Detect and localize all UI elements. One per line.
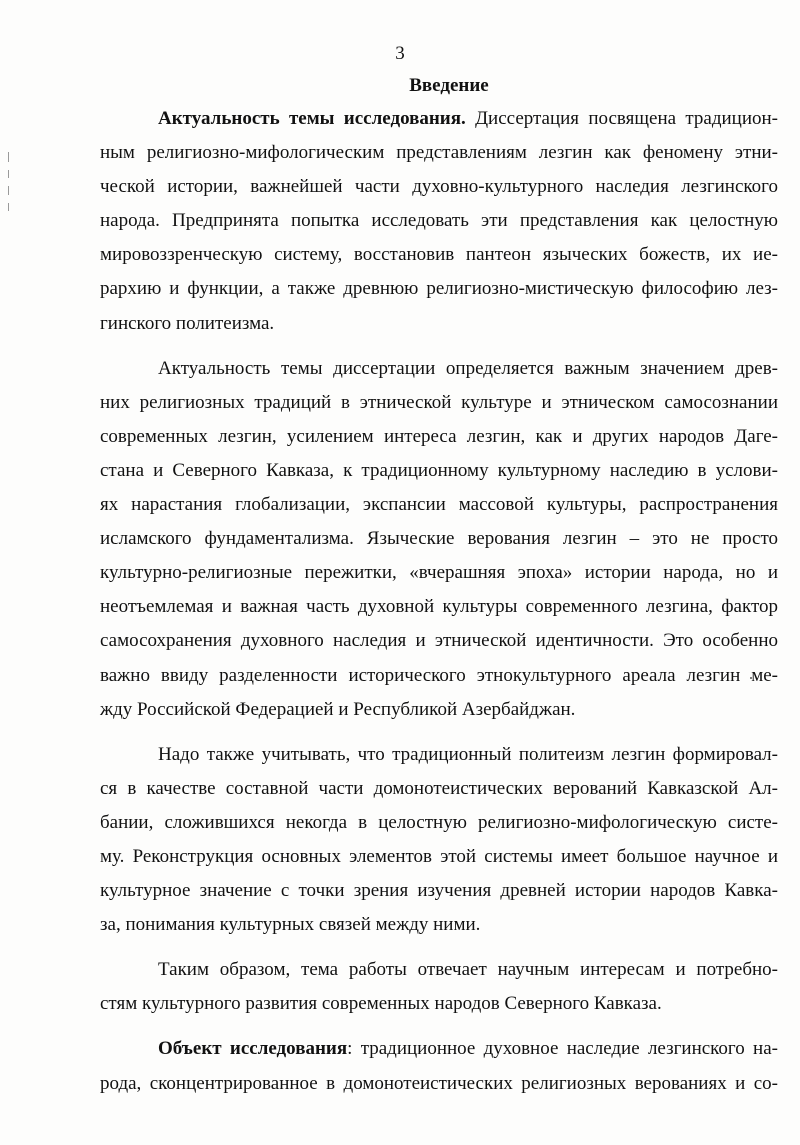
text-line: неотъемлемая и важная часть духовной культуры современного лезгина, фактор bbox=[100, 596, 778, 618]
scan-margin-mark bbox=[8, 152, 9, 162]
text-line: самосохранения духовного наследия и этнической идентичности. Это особенно bbox=[100, 630, 778, 652]
paragraph-object bbox=[100, 1032, 778, 1100]
text-line: культурно-религиозные пережитки, «вчерашняя эпоха» истории народа, но и bbox=[100, 562, 778, 584]
paragraph-lead: Актуальность темы исследования. bbox=[158, 108, 466, 129]
text-line: них религиозных традиций в этнической культуре и этническом самосознании bbox=[100, 391, 778, 413]
scan-margin-mark bbox=[8, 186, 9, 195]
paragraph-lead: Объект исследования bbox=[158, 1038, 348, 1060]
text-line: Актуальность темы диссертации определяется важным значением древ- bbox=[158, 357, 778, 379]
scan-margin-mark bbox=[8, 170, 9, 178]
text-line: ным религиозно-мифологическим представлениям лезгин как феномену этни- bbox=[100, 142, 778, 164]
text-line: ях нарастания глобализации, экспансии массовой культуры, распространения bbox=[100, 494, 778, 516]
page-number: 3 bbox=[395, 43, 405, 64]
text-line: важно ввиду разделенности исторического этнокультурного ареала лезгин ме- bbox=[100, 664, 778, 686]
text-line: Таким образом, тема работы отвечает научным интересам и потребно- bbox=[158, 959, 778, 981]
paragraph-albania bbox=[100, 738, 778, 943]
text-line: Актуальность темы исследования. Диссертация посвящена традицион- bbox=[158, 108, 778, 129]
text-line: бании, сложившихся некогда в целостную религиозно-мифологическую систе- bbox=[100, 811, 778, 833]
text-line: рода, сконцентрированное в домонотеистических религиозных верованиях и со- bbox=[100, 1072, 778, 1094]
text-line: гинского политеизма. bbox=[100, 312, 275, 334]
text-line: ся в качестве составной части домонотеистических верований Кавказской Ал- bbox=[100, 777, 778, 799]
text-line: жду Российской Федерацией и Республикой Азербайджан. bbox=[100, 698, 576, 720]
scan-margin-mark bbox=[8, 203, 9, 211]
text-line: рархию и функции, а также древнюю религиозно-мистическую философию лез- bbox=[100, 278, 778, 300]
body-text bbox=[100, 102, 778, 1101]
text-line: мировоззренческую систему, восстановив пантеон языческих божеств, их ие- bbox=[100, 244, 778, 266]
paragraph-conclusion bbox=[100, 953, 778, 1021]
text-line: стана и Северного Кавказа, к традиционному культурному наследию в услови- bbox=[100, 459, 778, 481]
text-line: народа. Предпринята попытка исследовать эти представления как целостную bbox=[100, 210, 778, 232]
text-line: Объект исследования: традиционное духовное наследие лезгинского на- bbox=[158, 1038, 778, 1060]
text-line: му. Реконструкция основных элементов этой системы имеет большое научное и bbox=[100, 845, 778, 867]
text-line: исламского фундаментализма. Языческие верования лезгин – это не просто bbox=[100, 528, 778, 550]
page-heading: Введение bbox=[409, 75, 489, 96]
text-line: культурное значение с точки зрения изучения древней истории народов Кавка- bbox=[100, 880, 778, 902]
paragraph-significance bbox=[100, 352, 778, 727]
text-line: за, понимания культурных связей между ними. bbox=[100, 914, 481, 936]
text-line: современных лезгин, усилением интереса лезгин, как и других народов Даге- bbox=[100, 425, 778, 447]
paragraph-relevance bbox=[100, 102, 778, 341]
text-line: ческой истории, важнейшей части духовно-культурного наследия лезгинского bbox=[100, 176, 778, 198]
text-line: Надо также учитывать, что традиционный политеизм лезгин формировал- bbox=[158, 743, 778, 765]
text-line: стям культурного развития современных народов Северного Кавказа. bbox=[100, 993, 662, 1015]
